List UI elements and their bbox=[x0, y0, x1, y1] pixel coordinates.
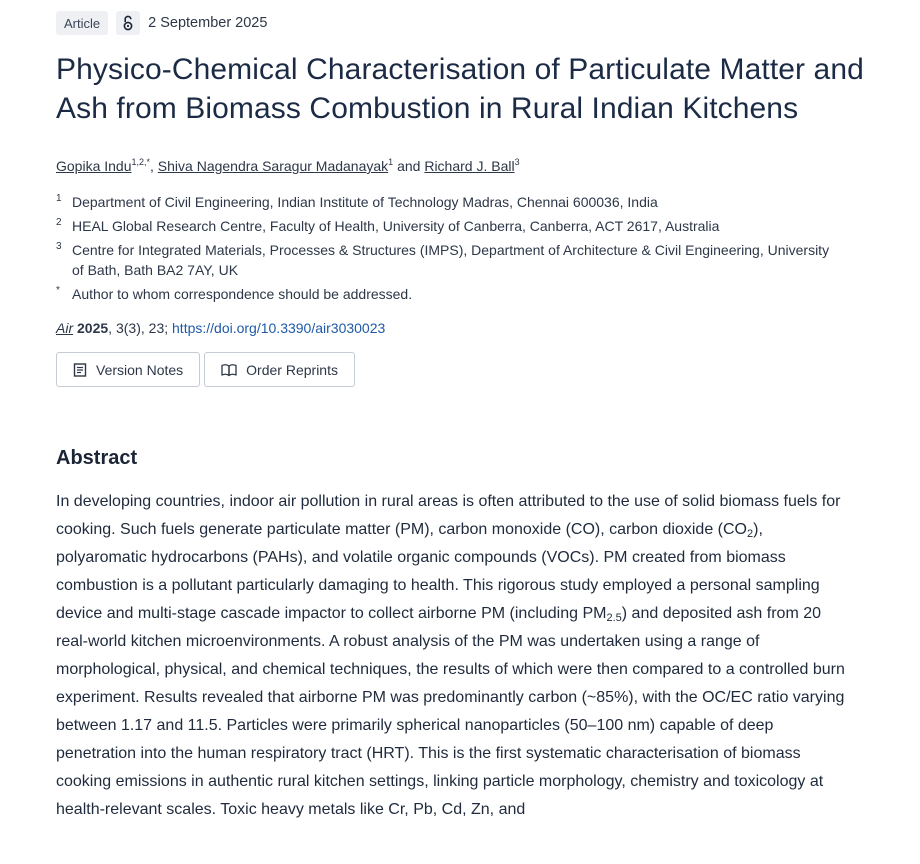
affiliation-item bbox=[56, 192, 920, 212]
affiliation-number: 1 bbox=[56, 193, 62, 204]
author-link[interactable]: Shiva Nagendra Saragur Madanayak bbox=[157, 158, 389, 174]
abstract-text-part: ) and deposited ash from 20 real-world kitchen microenvironments. A robust analysis of the PM was undertaken using a range of morphological, physical, and chemical techniques, the results of which were then compared to a controlled burn experiment. Results revealed that airborne PM was predominantly carbon (~85%), with the OC/EC ratio varying between 1.17 and 11.5. Particles were primarily spherical nanoparticles (50–100 nm) capable of deep penetration into the human respiratory tract (HRT). This is the first systematic characterisation of biomass cooking emissions in authentic rural kitchen settings, linking particle morphology, chemistry and toxicology at health-relevant scales. Toxic heavy metals like Cr, Pb, Cd, Zn, and bbox=[56, 605, 845, 818]
affiliation-text: Centre for Integrated Materials, Processes & Structures (IMPS), Department of Architecture & Civil Engineering, University of Bath, Bath BA2 7AY, UK bbox=[72, 242, 830, 278]
author-affiliation-sup: 1 bbox=[388, 157, 394, 167]
affiliation-number: * bbox=[56, 285, 60, 296]
abstract-text-part: In developing countries, indoor air pollution in rural areas is often attributed to the use of solid biomass fuels for cooking. Such fuels generate particulate matter (PM), carbon monoxide (CO), carbon dioxide (CO bbox=[56, 493, 841, 538]
abstract-heading: Abstract bbox=[56, 447, 138, 469]
citation-year: 2025 bbox=[77, 320, 109, 336]
author-affiliation-sup: 1,2,* bbox=[131, 157, 151, 167]
affiliation-text: HEAL Global Research Centre, Faculty of Health, University of Canberra, Canberra, ACT 2617, Australia bbox=[72, 218, 720, 234]
article-type-badge: Article bbox=[56, 11, 108, 35]
affiliation-item bbox=[56, 240, 920, 280]
affiliation-text: Department of Civil Engineering, Indian Institute of Technology Madras, Chennai 600036, India bbox=[72, 194, 658, 210]
citation-comma: , bbox=[108, 320, 116, 336]
article-meta bbox=[56, 10, 920, 36]
abstract-subscript: 2 bbox=[746, 528, 754, 540]
citation bbox=[56, 320, 920, 336]
affiliation-text: Author to whom correspondence should be addressed. bbox=[72, 286, 413, 302]
abstract-subscript: 2.5 bbox=[606, 612, 622, 624]
document-list-icon bbox=[73, 363, 87, 377]
author-link[interactable]: Gopika Indu bbox=[56, 158, 132, 174]
version-notes-button[interactable] bbox=[56, 352, 200, 387]
publication-date: 2 September 2025 bbox=[148, 15, 268, 31]
abstract-text bbox=[56, 488, 856, 824]
affiliation-list bbox=[56, 192, 920, 304]
affiliation-number: 2 bbox=[56, 217, 62, 228]
affiliation-item bbox=[56, 216, 920, 236]
doi-link[interactable]: https://doi.org/10.3390/air3030023 bbox=[172, 320, 386, 336]
author-link[interactable]: Richard J. Ball bbox=[424, 158, 515, 174]
version-notes-label: Version Notes bbox=[96, 361, 184, 378]
order-reprints-label: Order Reprints bbox=[246, 361, 338, 378]
citation-article: , 23; bbox=[140, 320, 173, 336]
citation-volume: 3 bbox=[115, 320, 124, 336]
author-separator: , bbox=[150, 158, 158, 174]
order-reprints-button[interactable] bbox=[204, 352, 355, 387]
open-access-icon[interactable] bbox=[116, 11, 140, 35]
abstract-text-part: ), polyaromatic hydrocarbons (PAHs), and volatile organic compounds (VOCs). PM created from biomass combustion is a pollutant particularly damaging to health. This rigorous study employed a personal sampling device and multi-stage cascade impactor to collect airborne PM (including PM bbox=[56, 521, 820, 622]
journal-link[interactable]: Air bbox=[56, 320, 74, 336]
open-book-icon bbox=[221, 363, 237, 377]
article-title: Physico-Chemical Characterisation of Particulate Matter and Ash from Biomass Combustion in Rural Indian Kitchens bbox=[56, 53, 864, 125]
author-affiliation-sup: 3 bbox=[514, 157, 520, 167]
affiliation-item bbox=[56, 284, 920, 304]
affiliation-number: 3 bbox=[56, 241, 62, 252]
citation-issue: (3) bbox=[123, 320, 141, 336]
author-list bbox=[56, 152, 920, 176]
article-actions bbox=[56, 352, 920, 387]
author-conjunction: and bbox=[393, 158, 425, 174]
